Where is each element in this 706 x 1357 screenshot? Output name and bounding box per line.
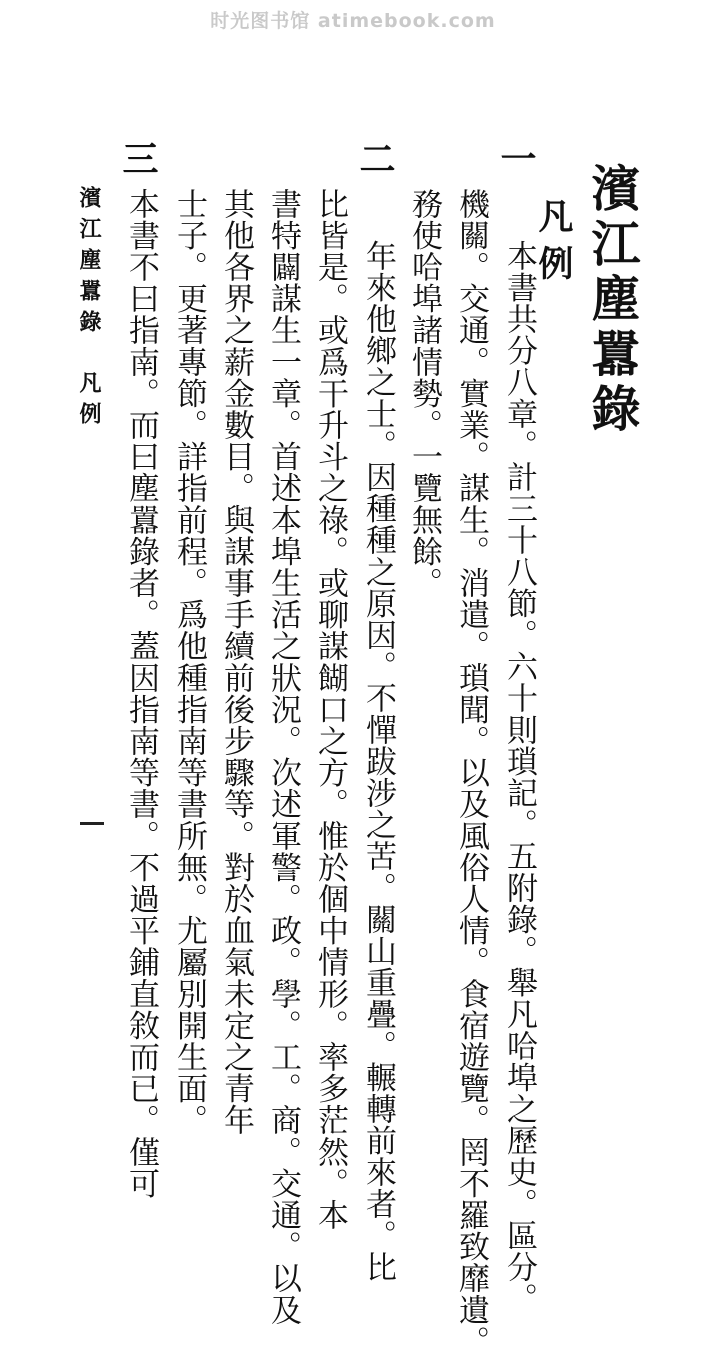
text-line: 年來他鄉之士。因種種之原因。不憚跋涉之苦。關山重疊。輾轉前來者。比 xyxy=(360,240,396,1283)
page-number-mark xyxy=(80,822,104,825)
text-line: 本書共分八章。計三十八節。六十則瑣記。五附錄。舉凡哈埠之歷史。區分。 xyxy=(501,240,537,1315)
margin-section: 凡例 xyxy=(76,371,102,433)
section-heading: 凡例 xyxy=(533,198,574,292)
text-line: 機關。交通。實業。謀生。消遣。瑣聞。以及風俗人情。食宿遊覽。罔不羅致靡遺。 xyxy=(453,188,489,1357)
text-line: 士子。更著專節。詳指前程。爲他種指南等書所無。尤屬別開生面。 xyxy=(171,188,207,1136)
book-title: 濱江塵囂錄 xyxy=(584,163,642,438)
watermark-text: 时光图书馆 atimebook.com xyxy=(210,10,496,32)
item-number: 一 xyxy=(495,140,537,176)
text-line: 本書不曰指南。而曰塵囂錄者。蓋因指南等書。不過平鋪直敘而已。僅可 xyxy=(123,188,159,1200)
text-line: 務使哈埠諸情勢。一覽無餘。 xyxy=(406,188,442,599)
margin-book-title: 濱江塵囂錄 xyxy=(76,186,102,341)
text-line: 比皆是。或爲干升斗之祿。或聊謀餬口之方。惟於個中情形。率多茫然。本 xyxy=(312,188,348,1231)
text-line: 書特闢謀生一章。首述本埠生活之狀況。次述軍警。政。學。工。商。交通。以及 xyxy=(265,188,301,1326)
text-line: 其他各界之薪金數目。與謀事手續前後步驟等。對於血氣未定之青年 xyxy=(218,188,254,1136)
margin-running-title xyxy=(78,186,100,433)
item-number: 二 xyxy=(354,140,396,176)
item-number: 三 xyxy=(117,140,159,176)
